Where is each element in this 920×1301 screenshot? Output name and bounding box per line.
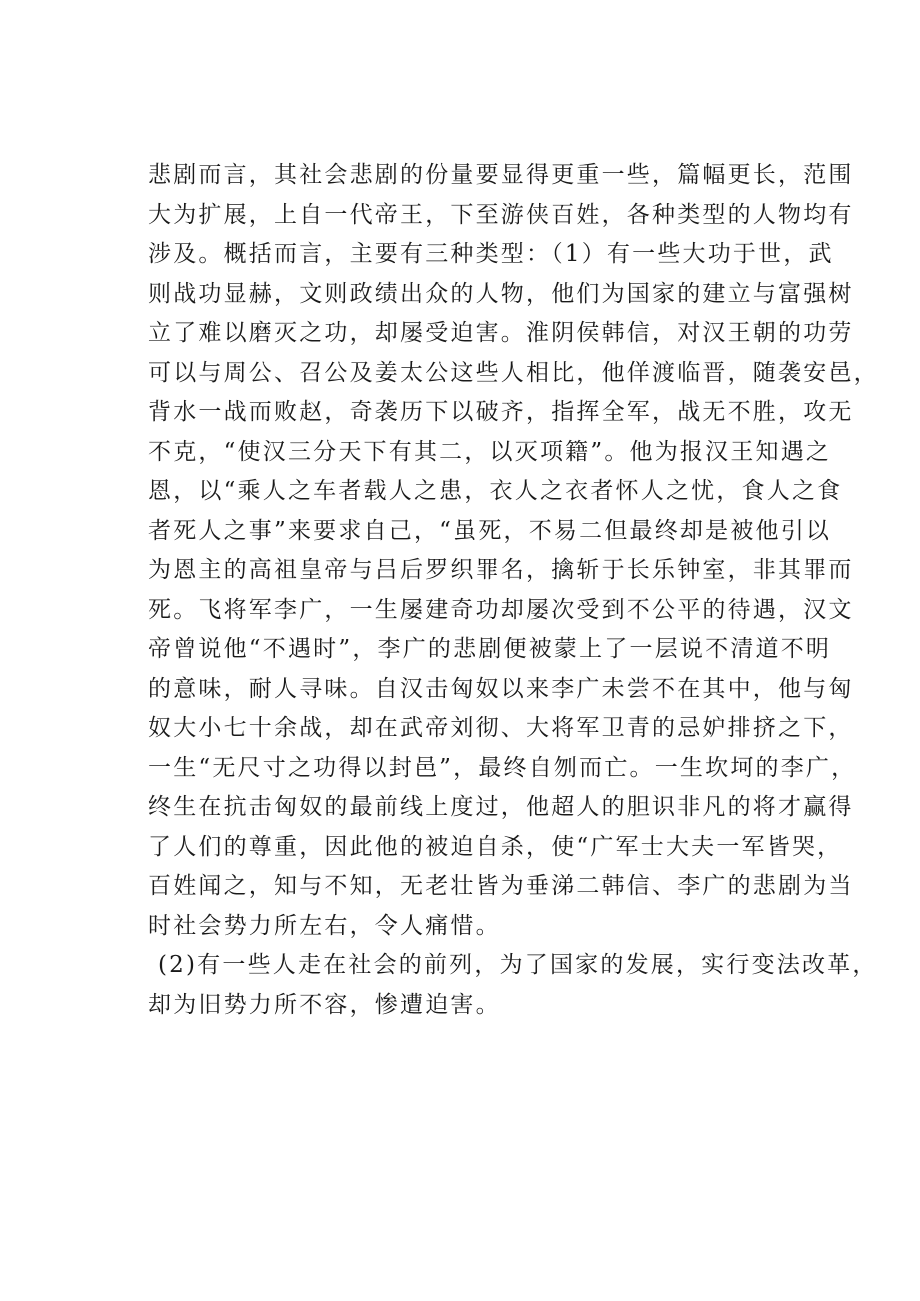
text-line: 不克，“使汉三分天下有其二，以灭项籍”。他为报汉王知遇之 <box>148 438 832 465</box>
text-line: 了人们的尊重，因此他的被迫自杀，使“广军士大夫一军皆哭， <box>148 833 843 860</box>
paragraph-2 <box>148 946 878 1025</box>
text-line: 背水一战而败赵，奇袭历下以破齐，指挥全军，战无不胜，攻无 <box>148 399 854 425</box>
text-line: 奴大小七十余战，却在武帝刘彻、大将军卫青的忌妒排挤之下， <box>148 715 854 741</box>
body-text <box>148 156 879 1025</box>
text-line: 时社会势力所左右，令人痛惜。 <box>148 912 501 939</box>
text-line: 立了难以磨灭之功，却屡受迫害。淮阴侯韩信，对汉王朝的功劳 <box>148 320 854 346</box>
text-line: 的意味，耐人寻味。自汉击匈奴以来李广未尝不在其中，他与匈 <box>148 675 854 702</box>
text-line: 涉及。概括而言，主要有三种类型：（1）有一些大功于世，武 <box>148 241 834 267</box>
text-line: 者死人之事”来要求自己，“虽死，不易二但最终却是被他引以 <box>148 517 832 544</box>
text-line: 可以与周公、召公及姜太公这些人相比，他佯渡临晋，随袭安邑， <box>148 359 879 386</box>
text-line: 死。飞将军李广，一生屡建奇功却屡次受到不公平的待遇，汉文 <box>148 596 854 623</box>
text-line: 则战功显赫，文则政绩出众的人物，他们为国家的建立与富强树 <box>148 280 854 307</box>
text-line: 为恩主的高祖皇帝与吕后罗织罪名，擒斩于长乐钟室，非其罪而 <box>148 557 854 583</box>
text-line: 终生在抗击匈奴的最前线上度过，他超人的胆识非凡的将才赢得 <box>148 794 854 820</box>
text-line: 却为旧势力所不容，惨遭迫害。 <box>148 991 501 1018</box>
text-line: 悲剧而言，其社会悲剧的份量要显得更重一些，篇幅更长，范围 <box>148 162 854 188</box>
text-line: 帝曾说他“不遇时”，李广的悲剧便被蒙上了一层说不清道不明 <box>148 636 832 662</box>
text-line: 一生“无尺寸之功得以封邑”，最终自刎而亡。一生坎坷的李广， <box>148 754 857 781</box>
text-line: 百姓闻之，知与不知，无老壮皆为垂涕二韩信、李广的悲剧为当 <box>148 873 854 899</box>
text-line: 恩，以“乘人之车者载人之患，衣人之衣者怀人之忧，食人之食 <box>148 478 843 504</box>
text-line: 大为扩展，上自一代帝王，下至游侠百姓，各种类型的人物均有 <box>148 201 854 228</box>
paragraph-1 <box>148 156 879 946</box>
text-line: (2)有一些人走在社会的前列，为了国家的发展，实行变法改革， <box>158 952 878 978</box>
